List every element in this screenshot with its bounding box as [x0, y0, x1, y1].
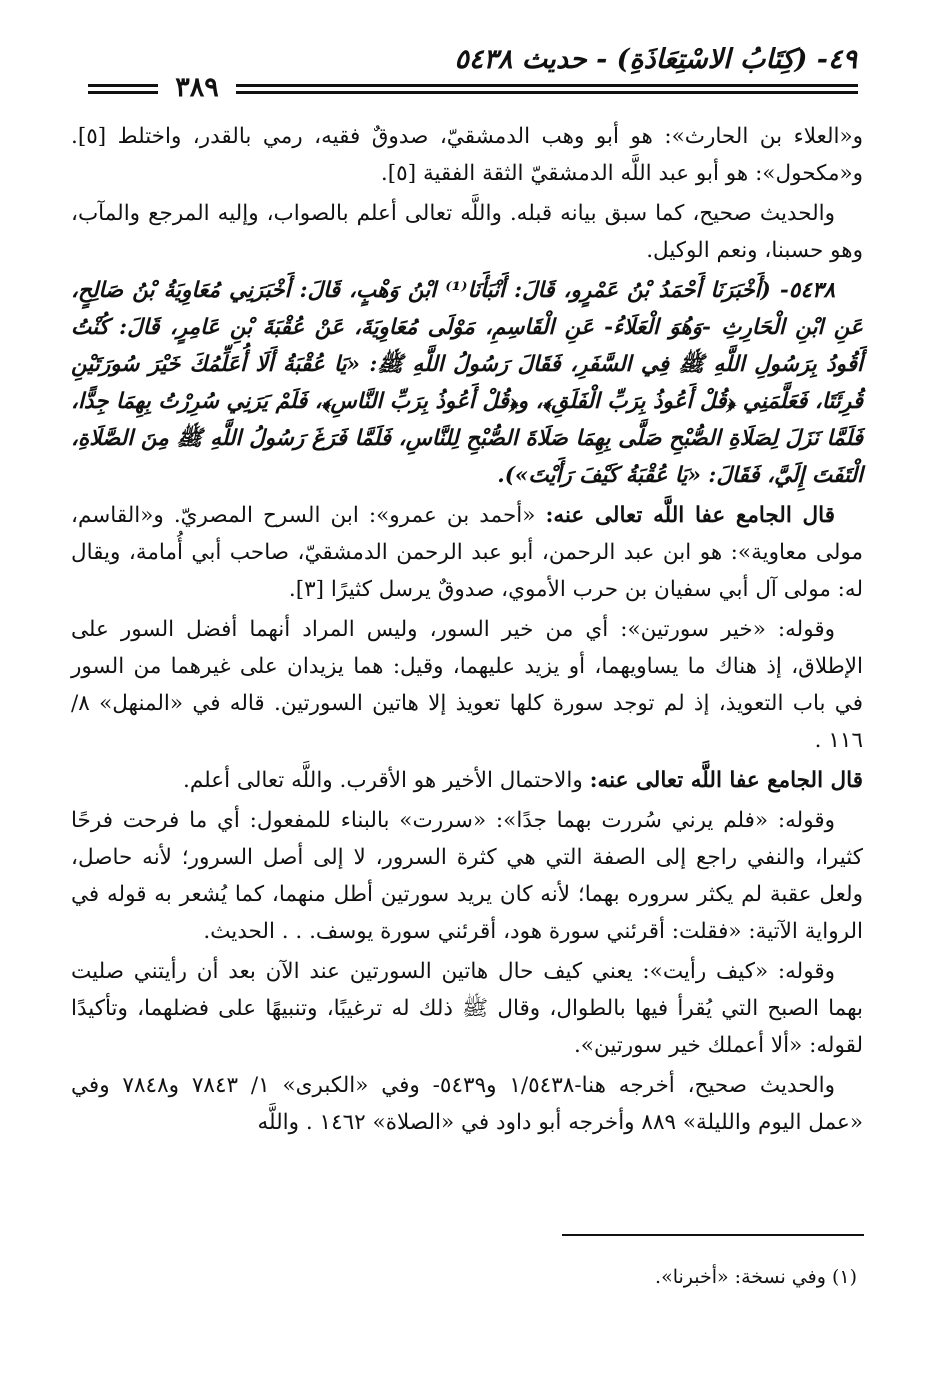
author-lead: قال الجامع عفا اللَّه تعالى عنه:: [545, 503, 835, 528]
header-rule: [236, 84, 858, 87]
main-text: [71, 118, 863, 1144]
header-rule: [236, 91, 858, 94]
paragraph-text: «أحمد بن عمرو»: ابن السرح المصريّ. و«القاسم، مولى معاوية»: هو ابن عبد الرحمن، أبو عبد الرحمن الدمشقيّ، صاحب أبي أُمامة، ويقال له: مولى آل أبي سفيان بن حرب الأموي، صدوقٌ يرسل كثيرًا [٣].: [71, 503, 863, 602]
paragraph: والحديث صحيح، أخرجه هنا-١/٥٤٣٨ و٥٤٣٩- وفي «الكبرى» ١/ ٧٨٤٣ و٧٨٤٨ وفي «عمل اليوم والليلة» ٨٨٩ وأخرجه أبو داود في «الصلاة» ١٤٦٢ . واللَّه: [71, 1073, 863, 1135]
page-number: ٣٨٩: [162, 70, 232, 106]
running-header-title: ٤٩- (كِتَابُ الاسْتِعَاذَةِ) - حديث ٥٤٣٨: [454, 44, 857, 75]
paragraph: وقوله: «كيف رأيت»: يعني كيف حال هاتين السورتين عند الآن بعد أن رأيتني صليت بهما الصبح التي يُقرأ فيها بالطوال، وقال ﷺ ذلك له ترغيبًا، وتنبيهًا على فضلهما، وتأكيدًا لقوله: «ألا أعملك خير سورتين».: [71, 959, 863, 1058]
paragraph: وقوله: «خير سورتين»: أي من خير السور، وليس المراد أنهما أفضل السور على الإطلاق، إذ هناك ما يساويهما، أو يزيد عليهما، وقيل: هما يزيدان على غيرهما من السور في باب التعويذ، إذ لم توجد سورة كلها تعويذ إلا هاتين السورتين. قاله في «المنهل» ٨/ ١١٦ .: [71, 617, 863, 753]
paragraph: و«العلاء بن الحارث»: هو أبو وهب الدمشقيّ، صدوقٌ فقيه، رمي بالقدر، واختلط [٥]. و«مكحول»: هو أبو عبد اللَّه الدمشقيّ الثقة الفقية [٥].: [71, 124, 863, 186]
header-rule: [88, 84, 158, 87]
footnote: (١) وفي نسخة: «أخبرنا».: [655, 1266, 857, 1288]
paragraph: وقوله: «فلم يرني سُررت بهما جدًا»: «سررت» بالبناء للمفعول: أي ما فرحت فرحًا كثيرا، والنفي راجع إلى الصفة التي هي كثرة السرور، لا إلى أصل السرور؛ لأنه حاصل، ولعل عقبة لم يكثر سروره بهما؛ لأنه كان يريد سورتين أطل منهما، كما يُشعر به قوله في الرواية الآتية: «فقلت: أقرئني سورة هود، أقرئني سورة يوسف. . . الحديث.: [71, 808, 863, 944]
author-lead: قال الجامع عفا اللَّه تعالى عنه:: [589, 768, 863, 793]
footnote-separator: [562, 1234, 864, 1236]
hadith-text: ٥٤٣٨- (أَخْبَرَنَا أَحْمَدُ بْنُ عَمْرٍو، قَالَ: أَنْبَأَنَا⁽¹⁾ ابْنُ وَهْبٍ، قَالَ: أَخْبَرَنِي مُعَاوِيَةُ بْنُ صَالِحٍ، عَنِ ابْنِ الْحَارِثِ -وَهُوَ الْعَلَاءُ- عَنِ الْقَاسِمِ، مَوْلَى مُعَاوِيَةَ، عَنْ عُقْبَةَ بْنِ عَامِرٍ، قَالَ: كُنْتُ أَقُودُ بِرَسُولِ اللَّهِ ﷺ فِي السَّفَرِ، فَقَالَ رَسُولُ اللَّهِ ﷺ: «يَا عُقْبَةُ أَلَا أُعَلِّمُكَ خَيْرَ سُورَتَيْنِ قُرِئَتَا، فَعَلَّمَنِي ﴿قُلْ أَعُوذُ بِرَبِّ الْفَلَقِ﴾، و﴿قُلْ أَعُوذُ بِرَبِّ النَّاسِ﴾، فَلَمْ يَرَنِي سُرِرْتُ بِهِمَا جِدًّا، فَلَمَّا نَزَلَ لِصَلَاةِ الصُّبْحِ صَلَّى بِهِمَا صَلَاةَ الصُّبْحِ لِلنَّاسِ، فَلَمَّا فَرَغَ رَسُولُ اللَّهِ ﷺ مِنَ الصَّلَاةِ، الْتَفَتَ إِلَيَّ، فَقَالَ: «يَا عُقْبَةُ كَيْفَ رَأَيْتَ»).: [71, 278, 863, 488]
paragraph-text: والاحتمال الأخير هو الأقرب. واللَّه تعالى أعلم.: [183, 768, 590, 793]
paragraph: والحديث صحيح، كما سبق بيانه قبله. واللَّه تعالى أعلم بالصواب، وإليه المرجع والمآب، وهو حسبنا، ونعم الوكيل.: [71, 201, 863, 263]
header-rule: [88, 91, 158, 94]
paragraph: [71, 762, 863, 799]
paragraph: [71, 497, 863, 608]
